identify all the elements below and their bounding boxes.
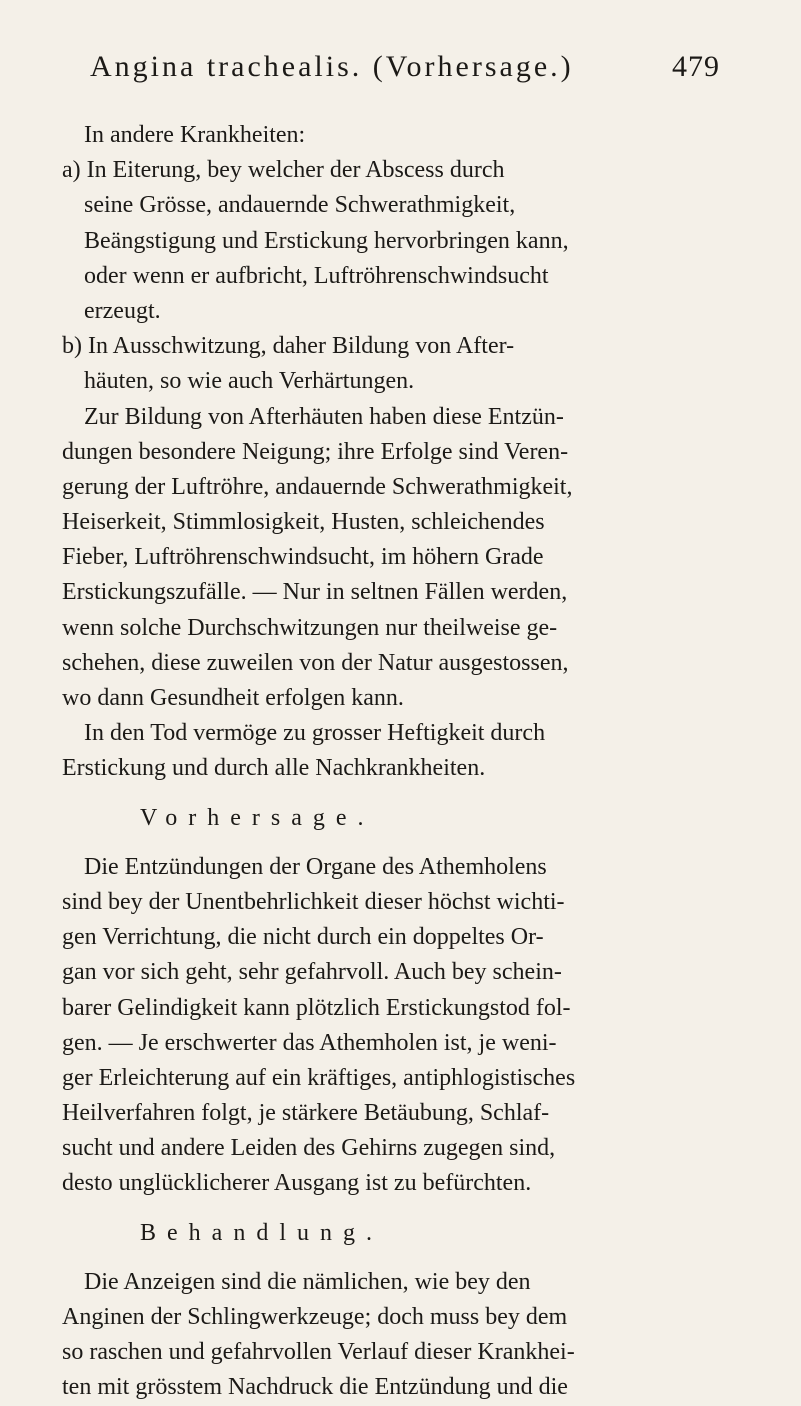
text-line: häuten, so wie auch Verhärtungen. bbox=[84, 368, 415, 395]
page-number: 479 bbox=[672, 50, 720, 83]
text-line: schehen, diese zuweilen von der Natur ausgestossen, bbox=[62, 649, 569, 676]
text-line: In andere Krankheiten: bbox=[84, 122, 306, 148]
text-line: oder wenn er aufbricht, Luftröhrenschwindsucht bbox=[84, 262, 549, 289]
text-line: sucht und andere Leiden des Gehirns zugegen sind, bbox=[62, 1135, 556, 1162]
body-text bbox=[62, 118, 702, 1406]
text-line: gerung der Luftröhre, andauernde Schwerathmigkeit, bbox=[62, 473, 573, 500]
text-line: desto unglücklicherer Ausgang ist zu befürchten. bbox=[62, 1170, 532, 1197]
text-line: ger Erleichterung auf ein kräftiges, antiphlogistisches bbox=[62, 1064, 576, 1091]
text-line: so raschen und gefahrvollen Verlauf dieser Krankhei- bbox=[62, 1339, 575, 1366]
text-line: Die Entzündungen der Organe des Athemholens bbox=[84, 853, 547, 880]
text-line: Heiserkeit, Stimmlosigkeit, Husten, schleichendes bbox=[62, 509, 545, 536]
text-line: wenn solche Durchschwitzungen nur theilweise ge- bbox=[62, 614, 558, 641]
text-line: In den Tod vermöge zu grosser Heftigkeit durch bbox=[84, 720, 546, 747]
text-line: Anginen der Schlingwerkzeuge; doch muss bey dem bbox=[62, 1304, 568, 1330]
section-heading: Vorhersage. bbox=[140, 804, 375, 831]
text-line: Erstickung und durch alle Nachkrankheiten. bbox=[62, 755, 486, 782]
text-line: sind bey der Unentbehrlichkeit dieser höchst wichti- bbox=[62, 888, 565, 915]
text-line: wo dann Gesundheit erfolgen kann. bbox=[62, 685, 404, 711]
text-line: gen Verrichtung, die nicht durch ein doppeltes Or- bbox=[62, 924, 544, 951]
text-line: b) In Ausschwitzung, daher Bildung von After- bbox=[62, 333, 515, 360]
text-line: Zur Bildung von Afterhäuten haben diese Entzün- bbox=[84, 403, 564, 430]
text-line: a) In Eiterung, bey welcher der Abscess durch bbox=[62, 157, 505, 184]
text-line: Beängstigung und Erstickung hervorbringen kann, bbox=[84, 227, 569, 254]
text-line: erzeugt. bbox=[84, 297, 161, 324]
section-heading: Behandlung. bbox=[140, 1219, 383, 1246]
running-title: Angina trachealis. (Vorhersage.) bbox=[90, 50, 574, 83]
text-line: gan vor sich geht, sehr gefahrvoll. Auch bey schein- bbox=[62, 959, 562, 986]
text-line: Heilverfahren folgt, je stärkere Betäubung, Schlaf- bbox=[62, 1100, 550, 1127]
text-line: Erstickungszufälle. — Nur in seltnen Fällen werden, bbox=[62, 579, 568, 606]
text-line: seine Grösse, andauernde Schwerathmigkeit, bbox=[84, 192, 516, 219]
text-line: gen. — Je erschwerter das Athemholen ist, je weni- bbox=[62, 1029, 557, 1056]
text-line: Fieber, Luftröhrenschwindsucht, im höhern Grade bbox=[62, 544, 544, 571]
text-line: Die Anzeigen sind die nämlichen, wie bey den bbox=[84, 1268, 531, 1295]
text-line: dungen besondere Neigung; ihre Erfolge sind Veren- bbox=[62, 438, 569, 465]
text-line: ten mit grösstem Nachdruck die Entzündung und die bbox=[62, 1374, 568, 1401]
text-line: barer Gelindigkeit kann plötzlich Erstickungstod fol- bbox=[62, 994, 571, 1021]
running-header bbox=[90, 50, 720, 84]
